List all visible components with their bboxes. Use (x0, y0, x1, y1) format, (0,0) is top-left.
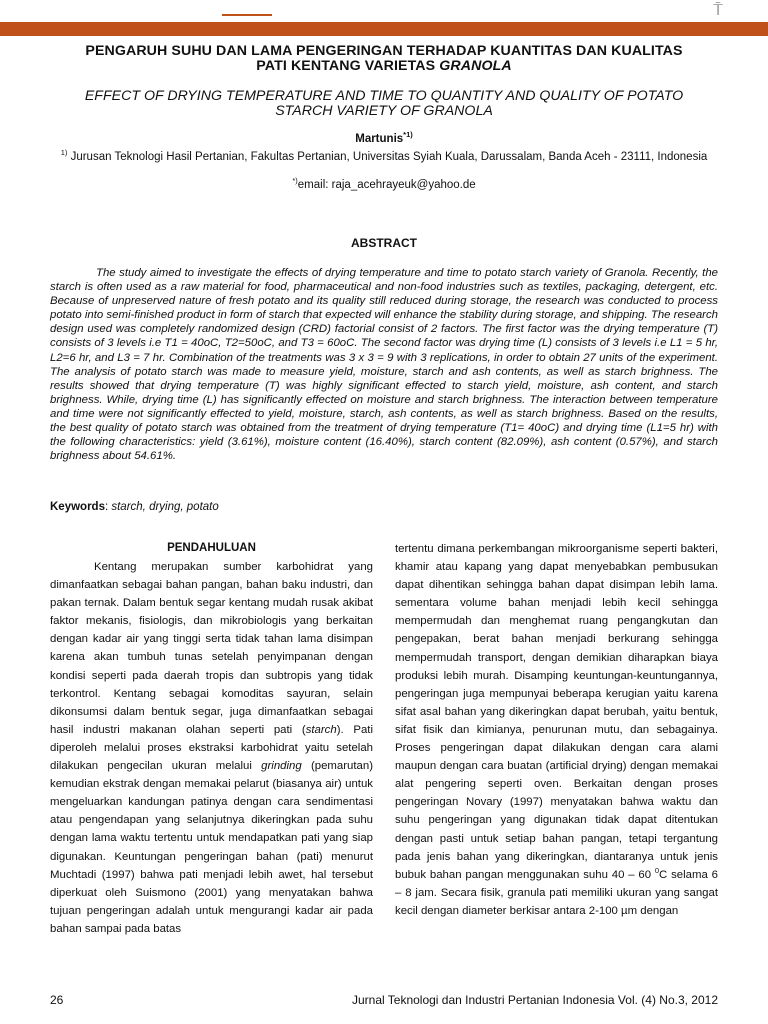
right-text-1: tertentu dimana perkembangan mikroorganisme seperti bakteri, khamir atau kapang yang dapat menyebabkan pembusukan dapat dihentikan sehingga bahan dapat disimpan lebih lama. sementara volume bahan menjadi lebih kecil sehingga mempermudah dan menghemat ruang pengangkutan dan pengepakan, berat bahan menjadi berkurang sehingga mempermudah transport, dengan demikian diharapkan biaya produksi lebih murah. Disamping keuntungan-keuntungannya, pengeringan juga mempunyai beberapa kerugian yaitu karena sifat asal bahan yang dikeringkan dapat berubah, yaitu bentuk, sifat fisik dan kimianya, penurunan mutu, dan sebagainya. Proses pengeringan dapat dilakukan dengan cara alami maupun dengan cara buatan (artificial drying) dengan memakai alat pengering seperti oven. Berkaitan dengan proses pengeringan Novary (1997) menyatakan bahwa waktu dan suhu pengeringan yang digunakan tidak dapat ditentukan dengan pasti untuk setiap bahan pangan, tetapi tergantung pada jenis bahan yang dikeringkan, diantaranya untuk jenis bubuk bahan pangan menggunakan suhu 40 – 60 (395, 543, 718, 881)
author-email (50, 178, 718, 192)
title-indonesian-line1: PENGARUH SUHU DAN LAMA PENGERINGAN TERHADAP KUANTITAS DAN KUALITAS (85, 43, 683, 59)
affiliation-marker: 1) (60, 148, 68, 158)
title-indonesian (50, 44, 718, 74)
left-text-1: Kentang merupakan sumber karbohidrat yang dimanfaatkan sebagai bahan pangan, bahan baku industri, dan pakan ternak. Dalam bentuk segar kentang mudah rusak akibat faktor mekanis, fisiologis, dan mikrobiologis yang berkaitan dengan kadar air yang tinggi serta tidak tahan lama disimpan karena akan tumbuh tunas setelah penyimpanan dengan kondisi seperti pada daerah tropis dan subtropis yang tidak terkontrol. Kentang sebagai komoditas sayuran, selain dikonsumsi dalam bentuk segar, juga dimanfaatkan sebagai hasil industri makanan olahan seperti pati ( (50, 561, 373, 736)
author-name-text: Martunis (355, 133, 404, 145)
keywords-label: Keywords (50, 501, 105, 513)
right-text-2: C selama 6 – 8 jam. Secara fisik, granula pati memiliki ukuran yang sangat kecil dengan diameter berkisar antara 2-100 µm dengan (395, 868, 718, 917)
author-affiliation (60, 150, 708, 164)
header-color-band (0, 22, 768, 36)
email-marker: *) (292, 176, 298, 186)
abstract-text: The study aimed to investigate the effects of drying temperature and time to potato starch variety of Granola. Recently, the starch is often used as a raw material for food, pharmaceutical and non-food industries such as textiles, packaging, detergent, etc. Because of unpreserved nature of fresh potato and its quality still reduced during storage, the research was conducted to process potato into semi-finished product in form of starch that expected will enhance the stability during storage, and shipping. The research design used was completely randomized design (CRD) factorial consist of 2 factors. The first factor was the drying temperature (T) consists of 3 levels i.e T1 = 40oC, T2=50oC, and T3 = 60oC. The second factor was drying time (L) consists of 3 levels i.e L1 = 5 hr, L2=6 hr, and L3 = 7 hr. Combination of the treatments was 3 x 3 = 9 with 3 replications, in order to obtain 27 units of the experiment. The analysis of potato starch was made to measure yield, moisture, starch and ash contents, as well as starch brighness. The results showed that drying temperature (T) was highly significant effected to starch yield, moisture, ash content, and starch brighness. While, drying time (L) has significantly effected on moisture and starch brighness. The interaction between temperature and time were not significantly effected to yield, moisture, starch, ash contents, as well as starch brighness. Based on the results, the best quality of potato starch was obtained from the treatment of drying temperature (T1= 40oC) and drying time (L1=5 hr) with the following characteristics: yield (3.61%), moisture content (16.40%), starch content (82.09%), ash content (0.57%), and starch brighness about 54.61%. (50, 267, 718, 463)
left-text-2: ). Pati diperoleh melalui proses ekstraksi karbohidrat yaitu setelah dilakukan pengecilan ukuran melalui (50, 723, 373, 773)
title-english (50, 89, 718, 119)
journal-citation: Jurnal Teknologi dan Industri Pertanian Indonesia Vol. (4) No.3, 2012 (351, 993, 718, 1007)
title-english-line2: STARCH VARIETY OF GRANOLA (275, 103, 493, 119)
left-term-starch: starch (305, 723, 337, 736)
keywords-text: starch, drying, potato (111, 501, 219, 513)
body-column-left (50, 558, 373, 938)
section-heading-pendahuluan: PENDAHULUAN (167, 542, 256, 554)
page-number: 26 (50, 993, 64, 1007)
degree-superscript: 0 (654, 865, 660, 875)
title-indonesian-line2: PATI KENTANG VARIETAS (256, 58, 440, 74)
keywords: Keywords: starch, drying, potato (50, 501, 219, 513)
title-english-line1: EFFECT OF DRYING TEMPERATURE AND TIME TO QUANTITY AND QUALITY OF POTATO (84, 88, 684, 104)
header-bar (0, 0, 768, 23)
left-text-3: (pemarutan) kemudian ekstrak dengan memakai pelarut (biasanya air) untuk mengeluarkan kandungan patinya dengan cara sendimentasi atau pengendapan yang selanjutnya dikeringkan pada suhu dengan lama waktu tertentu untuk mendapatkan pati yang siap digunakan. Keuntungan pengeringan bahan (pati) menurut Muchtadi (1997) bahwa pati menjadi lebih awet, hal tersebut diperkuat oleh Suismono (2001) yang menyatakan bahwa tujuan pengeringan adalah untuk mengurangi kadar air pada bahan sampai pada batas (50, 760, 373, 935)
header-accent-line (222, 14, 272, 16)
abstract-heading: ABSTRACT (351, 236, 417, 250)
affiliation-text: Jurusan Teknologi Hasil Pertanian, Fakultas Pertanian, Universitas Syiah Kuala, Darussalam, Banda Aceh - 23111, Indonesia (70, 151, 708, 163)
author-name (50, 132, 718, 146)
title-variety: GRANOLA (439, 58, 512, 74)
email-text: email: raja_acehrayeuk@yahoo.de (297, 179, 476, 191)
left-term-grinding: grinding (261, 760, 302, 773)
journal-logo-icon: ⍑ (713, 2, 723, 19)
body-column-right (395, 540, 718, 920)
author-marker: *1) (403, 130, 413, 140)
